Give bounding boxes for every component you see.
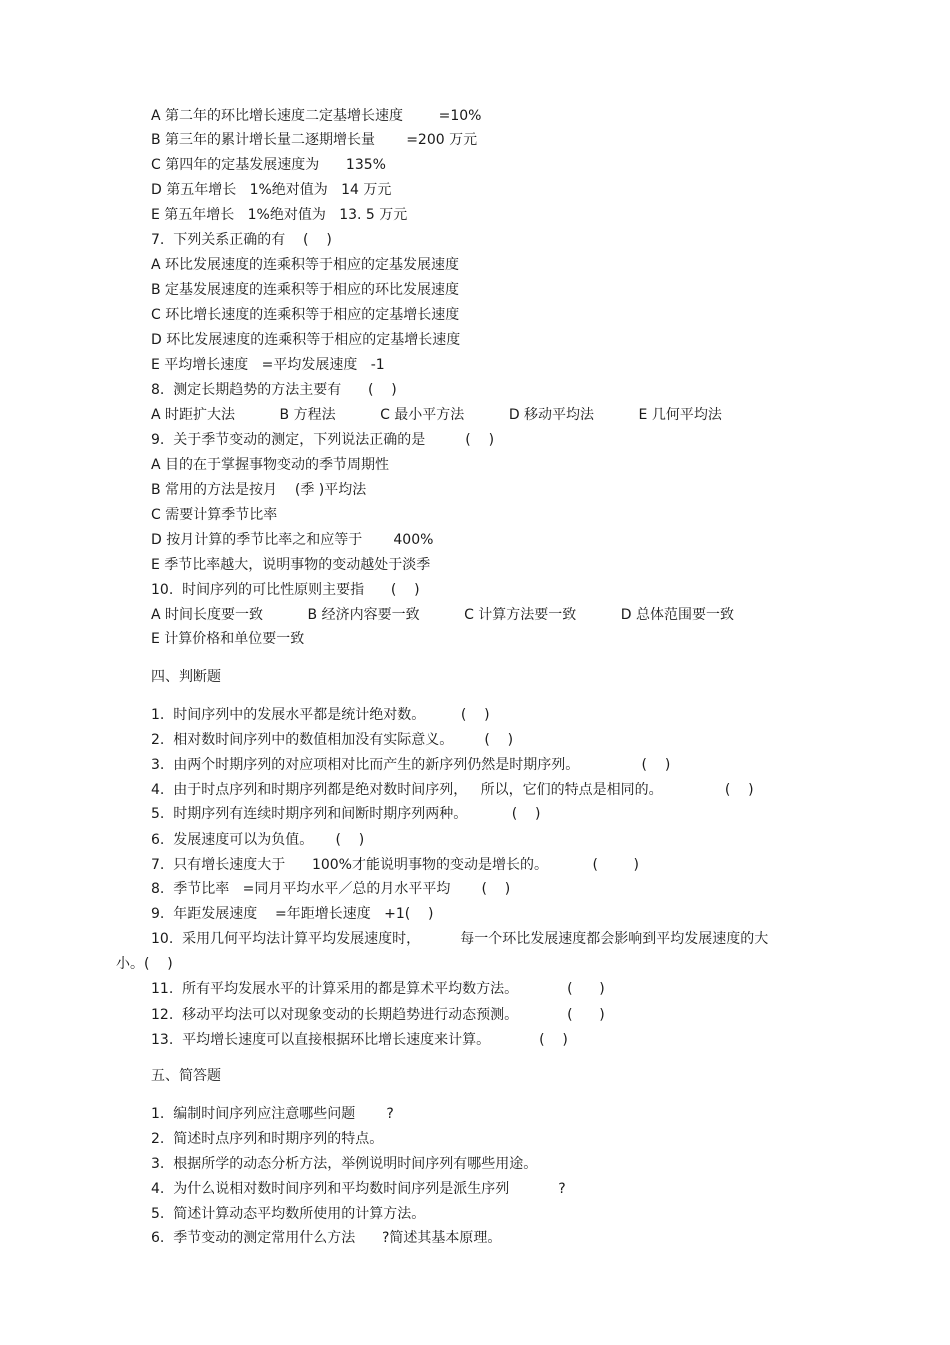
judgment-item: 8. 季节比率 =同月平均水平／总的月水平平均 ( ) bbox=[151, 881, 511, 897]
judgment-item: 7. 只有增长速度大于 100%才能说明事物的变动是增长的。 ( ) bbox=[151, 857, 640, 873]
option-line: D 第五年增长 1%绝对值为 14 万元 bbox=[151, 182, 392, 198]
judgment-item: 4. 由于时点序列和时期序列都是绝对数时间序列， 所以，它们的特点是相同的。 ( ) bbox=[151, 782, 754, 798]
judgment-item: 12. 移动平均法可以对现象变动的长期趋势进行动态预测。 ( ) bbox=[151, 1007, 605, 1023]
judgment-item: 2. 相对数时间序列中的数值相加没有实际意义。 ( ) bbox=[151, 732, 514, 748]
section-heading-short-answer: 五、简答题 bbox=[151, 1068, 221, 1084]
option-line: B 常用的方法是按月 (季 )平均法 bbox=[151, 482, 367, 498]
option-line: A 时间长度要一致 B 经济内容要一致 C 计算方法要一致 D 总体范围要一致 bbox=[151, 607, 735, 623]
option-line: A 时距扩大法 B 方程法 C 最小平方法 D 移动平均法 E 几何平均法 bbox=[151, 407, 722, 423]
option-line: B 第三年的累计增长量二逐期增长量 =200 万元 bbox=[151, 132, 478, 148]
option-line: E 季节比率越大，说明事物的变动越处于淡季 bbox=[151, 557, 431, 573]
judgment-item: 10. 采用几何平均法计算平均发展速度时， 每一个环比发展速度都会影响到平均发展速度的大 bbox=[151, 931, 769, 947]
judgment-item: 5. 时期序列有连续时期序列和间断时期序列两种。 ( ) bbox=[151, 806, 541, 822]
judgment-item: 3. 由两个时期序列的对应项相对比而产生的新序列仍然是时期序列。 ( ) bbox=[151, 757, 671, 773]
option-line: E 平均增长速度 =平均发展速度 -1 bbox=[151, 357, 385, 373]
short-answer-item: 1. 编制时间序列应注意哪些问题 ? bbox=[151, 1106, 394, 1122]
short-answer-item: 2. 简述时点序列和时期序列的特点。 bbox=[151, 1131, 384, 1147]
option-line: A 环比发展速度的连乘积等于相应的定基发展速度 bbox=[151, 257, 460, 273]
option-line: C 需要计算季节比率 bbox=[151, 507, 278, 523]
option-line: D 环比发展速度的连乘积等于相应的定基增长速度 bbox=[151, 332, 461, 348]
short-answer-item: 5. 简述计算动态平均数所使用的计算方法。 bbox=[151, 1206, 426, 1222]
question-line: 9. 关于季节变动的测定，下列说法正确的是 ( ) bbox=[151, 432, 495, 448]
short-answer-item: 6. 季节变动的测定常用什么方法 ?简述其基本原理。 bbox=[151, 1230, 502, 1246]
option-line: D 按月计算的季节比率之和应等于 400% bbox=[151, 532, 434, 548]
judgment-item-continued: 小。( ) bbox=[116, 956, 173, 972]
option-line: E 第五年增长 1%绝对值为 13. 5 万元 bbox=[151, 207, 408, 223]
judgment-item: 9. 年距发展速度 =年距增长速度 +1( ) bbox=[151, 906, 434, 922]
short-answer-item: 3. 根据所学的动态分析方法，举例说明时间序列有哪些用途。 bbox=[151, 1156, 538, 1172]
judgment-item: 6. 发展速度可以为负值。 ( ) bbox=[151, 832, 365, 848]
judgment-item: 11. 所有平均发展水平的计算采用的都是算术平均数方法。 ( ) bbox=[151, 981, 605, 997]
section-heading-judgment: 四、判断题 bbox=[151, 669, 221, 685]
question-line: 10. 时间序列的可比性原则主要指 ( ) bbox=[151, 582, 420, 598]
option-line: E 计算价格和单位要一致 bbox=[151, 631, 305, 647]
question-line: 7. 下列关系正确的有 ( ) bbox=[151, 232, 332, 248]
question-line: 8. 测定长期趋势的方法主要有 ( ) bbox=[151, 382, 397, 398]
short-answer-item: 4. 为什么说相对数时间序列和平均数时间序列是派生序列 ? bbox=[151, 1181, 566, 1197]
option-line: A 目的在于掌握事物变动的季节周期性 bbox=[151, 457, 390, 473]
option-line: B 定基发展速度的连乘积等于相应的环比发展速度 bbox=[151, 282, 460, 298]
option-line: C 环比增长速度的连乘积等于相应的定基增长速度 bbox=[151, 307, 460, 323]
option-line: A 第二年的环比增长速度二定基增长速度 =10% bbox=[151, 108, 482, 124]
option-line: C 第四年的定基发展速度为 135% bbox=[151, 157, 386, 173]
judgment-item: 1. 时间序列中的发展水平都是统计绝对数。 ( ) bbox=[151, 707, 490, 723]
judgment-item: 13. 平均增长速度可以直接根据环比增长速度来计算。 ( ) bbox=[151, 1032, 568, 1048]
